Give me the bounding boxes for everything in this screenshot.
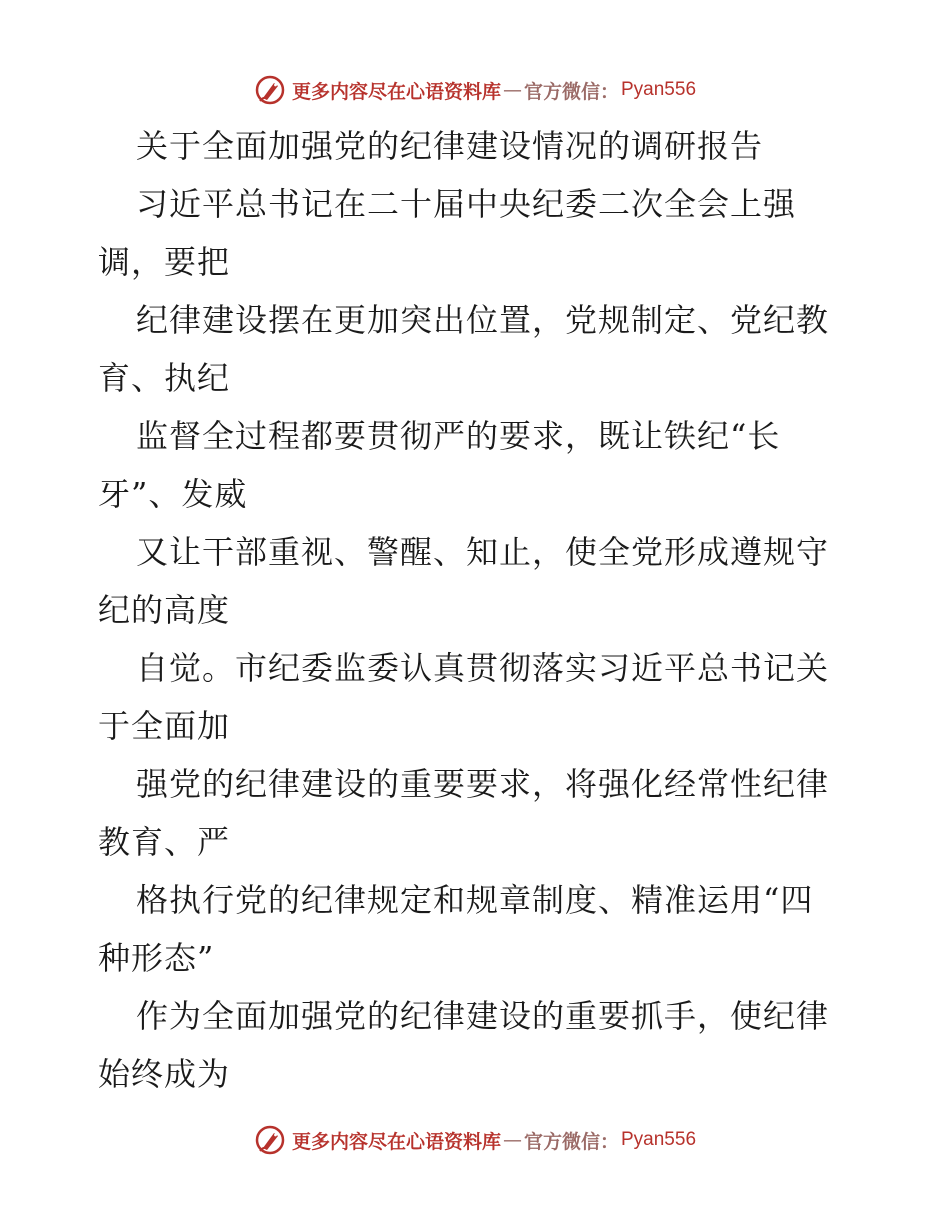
banner-dash: —: [502, 79, 522, 101]
document-body: [98, 117, 858, 1103]
banner-brand: 更多内容尽在心语资料库: [291, 1130, 501, 1153]
document-line: 调，要把: [98, 243, 231, 281]
document-line: 习近平总书记在二十届中央纪委二次全会上强: [136, 185, 797, 223]
document-line: 关于全面加强党的纪律建设情况的调研报告: [136, 127, 764, 165]
document-line: 育、执纪: [98, 359, 231, 397]
document-line: 作为全面加强党的纪律建设的重要抓手，使纪律: [136, 997, 830, 1035]
document-line: 种形态”: [98, 939, 215, 977]
header-banner: [0, 70, 950, 110]
document-line: 强党的纪律建设的重要要求，将强化经常性纪律: [136, 765, 830, 803]
banner-brand: 更多内容尽在心语资料库: [291, 80, 501, 103]
document-line: 纪的高度: [98, 591, 231, 629]
document-line: 格执行党的纪律规定和规章制度、精准运用“四: [136, 881, 814, 919]
document-line: 监督全过程都要贯彻严的要求，既让铁纪“长: [136, 417, 781, 455]
banner-dash: —: [502, 1129, 522, 1151]
banner-account-label: 官方微信：: [523, 1130, 619, 1153]
document-line: 于全面加: [98, 707, 231, 745]
footer-banner: [0, 1120, 950, 1160]
banner-account-id: Pyan556: [621, 1129, 697, 1150]
document-line: 纪律建设摆在更加突出位置，党规制定、党纪教: [136, 301, 830, 339]
banner-account-id: Pyan556: [621, 79, 697, 100]
banner-account-label: 官方微信：: [523, 80, 619, 103]
document-line: 教育、严: [98, 823, 231, 861]
document-line: 始终成为: [98, 1055, 231, 1093]
pen-nib-circle-icon: [254, 1124, 286, 1156]
pen-nib-circle-icon: [254, 74, 286, 106]
document-line: 牙”、发威: [98, 475, 248, 513]
document-line: 自觉。市纪委监委认真贯彻落实习近平总书记关: [136, 649, 830, 687]
document-line: 又让干部重视、警醒、知止，使全党形成遵规守: [136, 533, 830, 571]
